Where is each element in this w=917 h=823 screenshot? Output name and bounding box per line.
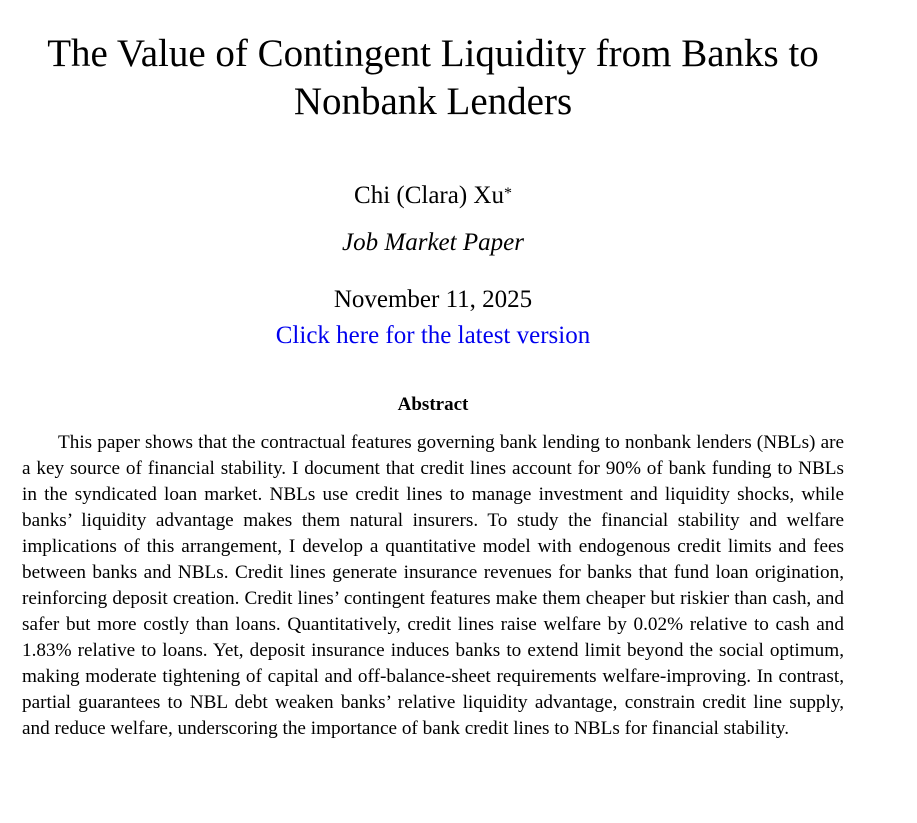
latest-version-link-container [0, 321, 866, 351]
abstract-body: This paper shows that the contractual features governing bank lending to nonbank lenders (NBLs) are a key source of financial stability. I document that credit lines account for 90% of bank funding to NBLs in the syndicated loan market. NBLs use credit lines to manage investment and liquidity shocks, while banks’ liquidity advantage makes them natural insurers. To study the financial stability and welfare implications of this arrangement, I develop a quantitative model with endogenous credit limits and fees between banks and NBLs. Credit lines generate insurance revenues for banks that fund loan origination, reinforcing deposit creation. Credit lines’ contingent features make them cheaper but riskier than cash, and safer but more costly than loans. Quantitatively, credit lines raise welfare by 0.02% relative to cash and 1.83% relative to loans. Yet, deposit insurance induces banks to extend limit beyond the social optimum, making moderate tightening of capital and off-balance-sheet requirements welfare-improving. In contrast, partial guarantees to NBL debt weaken banks’ relative liquidity advantage, constrain credit line supply, and reduce welfare, underscoring the importance of bank credit lines to NBLs for financial stability. [22, 432, 844, 739]
latest-version-link[interactable]: Click here for the latest version [275, 322, 591, 349]
paper-title: The Value of Contingent Liquidity from Banks to Nonbank Lenders [47, 32, 819, 123]
paper-date: November 11, 2025 [333, 286, 533, 313]
abstract-heading: Abstract [397, 394, 469, 415]
author-name: Chi (Clara) Xu [354, 182, 504, 209]
paper-subtitle: Job Market Paper [342, 229, 524, 256]
author-line [0, 181, 866, 211]
author-footnote-mark[interactable]: * [503, 185, 512, 202]
